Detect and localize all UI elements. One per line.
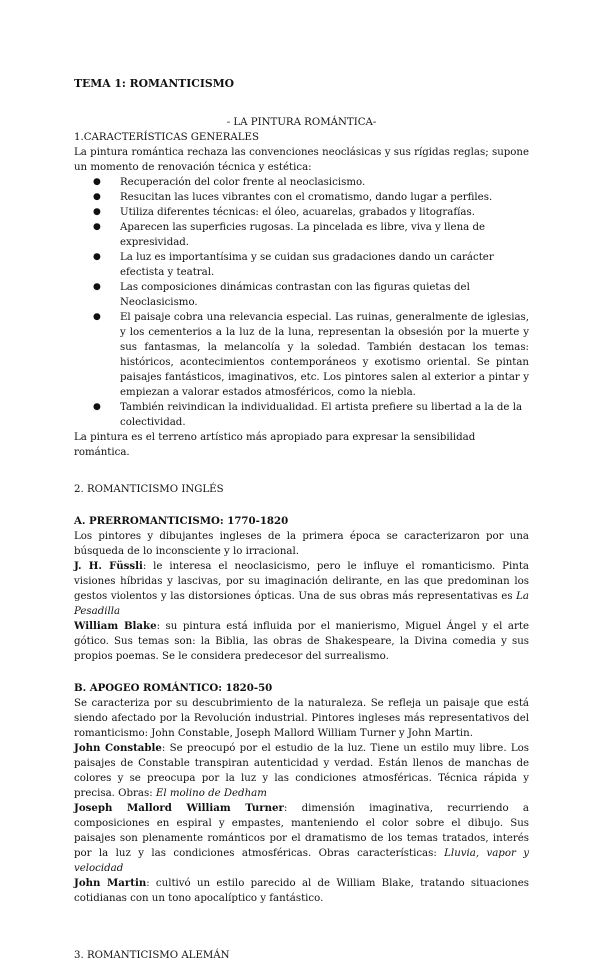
artwork-title: La Pesadilla (74, 591, 529, 617)
section-closing: La pintura es el terreno artístico más apropiado para expresar la sensibilidad romántica. (74, 432, 476, 458)
characteristics-list (74, 175, 529, 430)
list-item: ● Utiliza diferentes técnicas: el óleo, acuarelas, grabados y litografías. (120, 205, 529, 220)
paragraph-constable (74, 741, 529, 801)
subsection-heading-apogeo: B. APOGEO ROMÁNTICO: 1820-50 (74, 682, 273, 694)
list-item: ● Aparecen las superficies rugosas. La pincelada es libre, viva y llena de expresividad. (120, 220, 529, 250)
paragraph-blake (74, 619, 529, 664)
spacer (74, 906, 529, 926)
paragraph-intro: Los pintores y dibujantes ingleses de la primera época se caracterizaron por una búsqueda de lo inconsciente y lo irracional. (74, 531, 529, 557)
list-item: ● También reivindican la individualidad. El artista prefiere su libertad a la de la colectividad. (120, 400, 529, 430)
list-item: ● Las composiciones dinámicas contrastan con las figuras quietas del Neoclasicismo. (120, 280, 529, 310)
paragraph-intro: Se caracteriza por su descubrimiento de la naturaleza. Se refleja un paisaje que está siendo afectado por la Revolución industrial. Pintores ingleses más representativos del romanticismo: John Constable, Joseph Mallord William Turner y John Martin. (74, 698, 529, 739)
artwork-title: Lluvia, vapor y velocidad (74, 848, 529, 874)
document-title: TEMA 1: ROMANTICISMO (74, 77, 235, 90)
section-intro: La pintura romántica rechaza las convenciones neoclásicas y sus rígidas reglas; supone un momento de renovación técnica y estética: (74, 147, 529, 173)
section-heading-ingles: 2. ROMANTICISMO INGLÉS (74, 484, 224, 495)
paragraph-fussli (74, 559, 529, 619)
list-item: ● Resucitan las luces vibrantes con el cromatismo, dando lugar a perfiles. (120, 190, 529, 205)
artist-name: John Martin (74, 877, 147, 889)
artist-text: : le interesa el neoclasicismo, pero le influye el romanticismo. Pinta visiones híbridas y lascivas, por su imaginación delirante, en las que predominan los gestos violentos y las distorsiones ópticas. Una de sus obras más representativas es (74, 561, 529, 602)
artist-name: Joseph Mallord William Turner (74, 802, 284, 814)
subsection-heading-prerromanticismo (74, 514, 529, 529)
artist-name: John Constable (74, 742, 162, 754)
document-subtitle: - LA PINTURA ROMÁNTICA- (226, 117, 377, 128)
section-heading-caracteristicas: 1.CARACTERÍSTICAS GENERALES (74, 132, 259, 143)
artist-text: : cultivó un estilo parecido al de William Blake, tratando situaciones cotidianas con un tono apocalíptico y fantástico. (74, 878, 529, 904)
artist-name: William Blake (74, 620, 157, 632)
paragraph-martin (74, 876, 529, 906)
artwork-title: El molino de Dedham (155, 788, 267, 799)
document-page (74, 70, 529, 963)
list-item: ● El paisaje cobra una relevancia especial. Las ruinas, generalmente de iglesias, y los cementerios a la luz de la luna, representan la obsesión por la muerte y sus fantasmas, la melancolía y la soledad. También destacan los temas: históricos, acontecimientos contemporáneos y exotismo oriental. Se pintan paisajes fantásticos, imaginativos, etc. Los pintores salen al exterior a pintar y empiezan a valorar estados atmosféricos, como la niebla. (120, 310, 529, 400)
subsection-label: A. PRERROMANTICISMO: (74, 515, 224, 527)
artist-name: J. H. Füssli (74, 560, 143, 572)
subsection-years: 1770-1820 (223, 515, 289, 527)
list-item: ● La luz es importantísima y se cuidan sus gradaciones dando un carácter efectista y teatral. (120, 250, 529, 280)
artist-text: : su pintura está influida por el manierismo, Miguel Ángel y el arte gótico. Sus temas son: la Biblia, las obras de Shakespeare, la Divina comedia y sus propios poemas. Se le considera predecesor del surrealismo. (74, 621, 530, 662)
artist-text: : dimensión imaginativa, recurriendo a composiciones en espiral y empastes, manteniendo el color sobre el dibujo. Sus paisajes son plenamente románticos por el dramatismo de los temas tratados, interés por la luz y las condiciones atmosféricas. Obras características: (74, 803, 530, 859)
artist-text: : Se preocupó por el estudio de la luz. Tiene un estilo muy libre. Los paisajes de Constable transpiran autenticidad y verdad. Están llenos de manchas de colores y se preocupa por la luz y las condiciones atmosféricas. Técnica rápida y precisa. Obras: (74, 743, 529, 799)
list-item: ● Recuperación del color frente al neoclasicismo. (120, 175, 529, 190)
section-heading-aleman: 3. ROMANTICISMO ALEMÁN (74, 950, 230, 961)
paragraph-turner (74, 801, 529, 876)
